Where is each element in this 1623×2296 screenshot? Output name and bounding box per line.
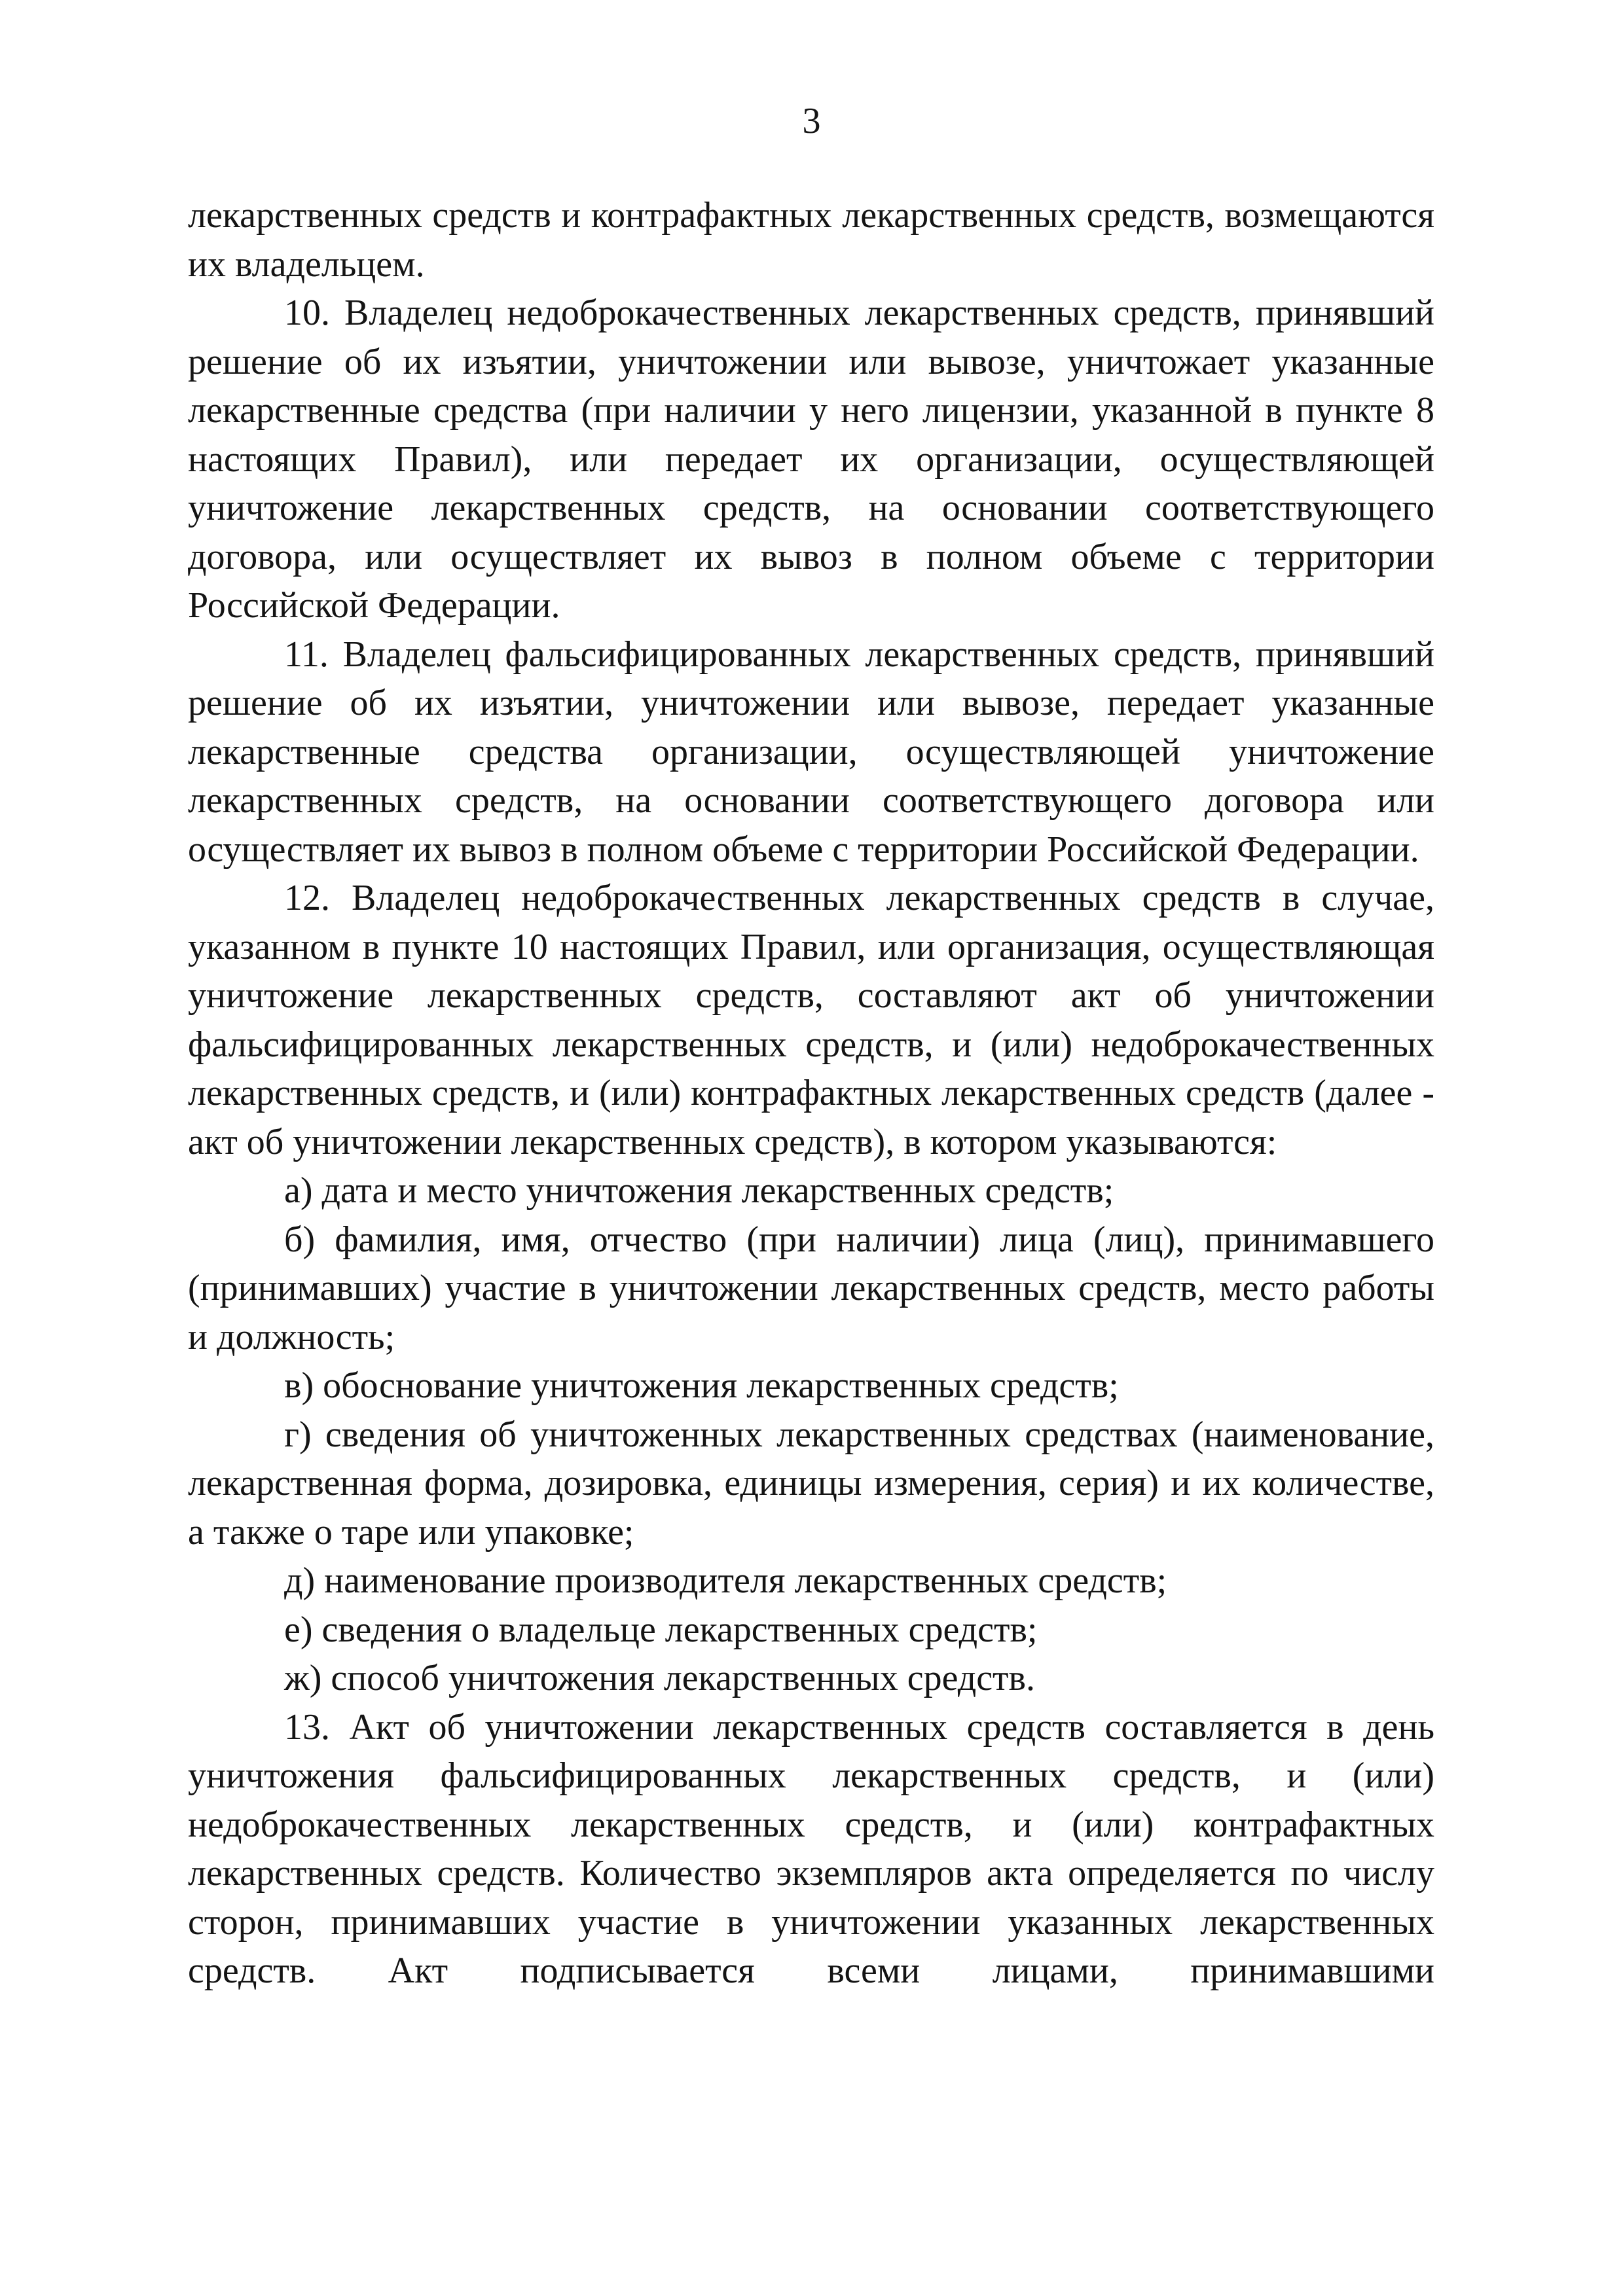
paragraph-item-11: 11. Владелец фальсифицированных лекарственных средств, принявший решение об их изъятии, уничтожении или вывозе, передает указанные лекарственные средства организации, осуществляющей уничтожение лекарственных средств, на основании соответствующего договора или осуществляет их вывоз в полном объеме с территории Российской Федерации.	[188, 634, 1434, 870]
paragraph-item-10: 10. Владелец недоброкачественных лекарственных средств, принявший решение об их изъятии, уничтожении или вывозе, уничтожает указанные лекарственные средства (при наличии у него лицензии, указанной в пункте 8 настоящих Правил), или передает их организации, осуществляющей уничтожение лекарственных средств, на основании соответствующего договора, или осуществляет их вывоз в полном объеме с территории Российской Федерации.	[188, 293, 1434, 626]
page-number: 3	[802, 101, 821, 141]
paragraph-continuation: лекарственных средств и контрафактных лекарственных средств, возмещаются их владельцем.	[188, 195, 1434, 285]
paragraph-item-13: 13. Акт об уничтожении лекарственных средств составляется в день уничтожения фальсифицированных лекарственных средств, и (или) недоброкачественных лекарственных средств, и (или) контрафактных лекарственных средств. Количество экземпляров акта определяется по числу сторон, принимавших участие в уничтожении указанных лекарственных средств. Акт подписывается всеми лицами, принимавшими	[188, 1706, 1434, 1991]
paragraph-item-12: 12. Владелец недоброкачественных лекарственных средств в случае, указанном в пункте 10 настоящих Правил, или организация, осуществляющая уничтожение лекарственных средств, составляют акт об уничтожении фальсифицированных лекарственных средств, и (или) недоброкачественных лекарственных средств, и (или) контрафактных лекарственных средств (далее - акт об уничтожении лекарственных средств), в котором указываются:	[188, 878, 1434, 1162]
subitem-v: в) обоснование уничтожения лекарственных средств;	[284, 1365, 1119, 1406]
subitem-d: д) наименование производителя лекарственных средств;	[284, 1560, 1167, 1601]
subitem-e: е) сведения о владельце лекарственных средств;	[284, 1609, 1038, 1650]
subitem-g: г) сведения об уничтоженных лекарственных средствах (наименование, лекарственная форма, дозировка, единицы измерения, серия) и их количестве, а также о таре или упаковке;	[188, 1414, 1434, 1552]
subitem-a: а) дата и место уничтожения лекарственных средств;	[284, 1170, 1114, 1211]
subitem-zh: ж) способ уничтожения лекарственных средств.	[284, 1658, 1035, 1698]
document-body	[188, 191, 1434, 1996]
subitem-b: б) фамилия, имя, отчество (при наличии) лица (лиц), принимавшего (принимавших) участие в уничтожении лекарственных средств, место работы и должность;	[188, 1219, 1434, 1357]
